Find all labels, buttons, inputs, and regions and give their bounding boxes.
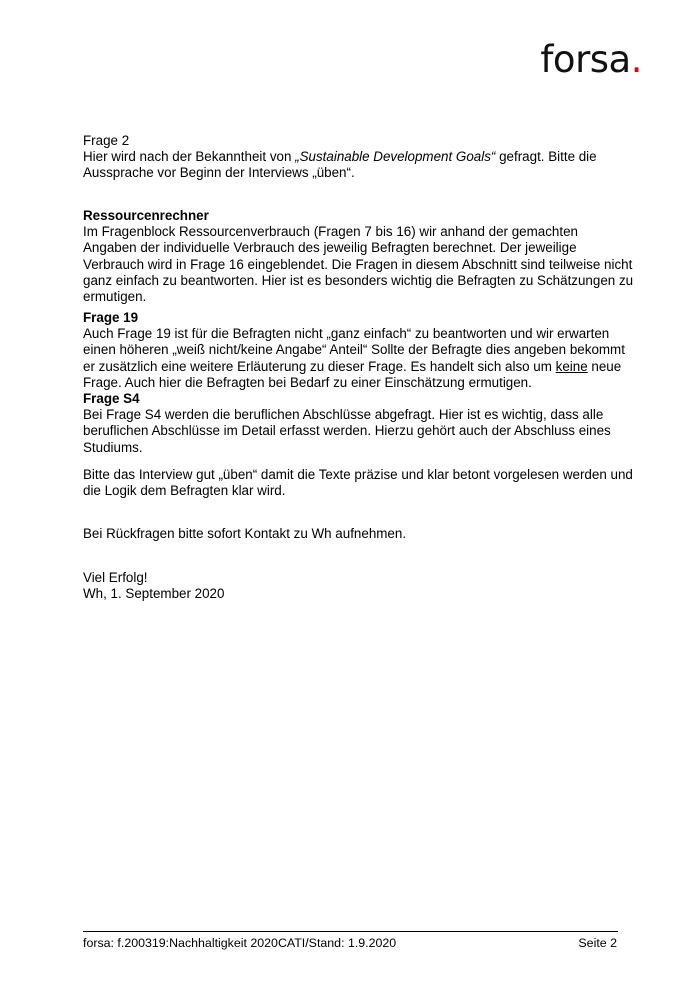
frage-19-heading: Frage 19 bbox=[83, 310, 139, 325]
frage-s4-line-3: Studiums. bbox=[83, 439, 143, 455]
ressourcen-heading: Ressourcenrechner bbox=[83, 208, 209, 223]
ueben-line-1: Bitte das Interview gut „üben“ damit die Texte präzise und klar betont vorgelesen werden und bbox=[83, 467, 633, 482]
logo-text: forsa bbox=[540, 38, 631, 81]
rueckfragen-text: Bei Rückfragen bitte sofort Kontakt zu Wh aufnehmen. bbox=[83, 526, 407, 541]
ueben-line-2: die Logik dem Befragten klar wird. bbox=[83, 483, 286, 499]
footer-reference: forsa: f.200319:Nachhaltigkeit 2020CATI/Stand: 1.9.2020 bbox=[83, 936, 397, 950]
frage-2-text-b: gefragt. Bitte die bbox=[495, 149, 597, 165]
ressourcen-line-2: Angaben der individuelle Verbrauch des jeweilig Befragten berechnet. Der jeweilige bbox=[83, 240, 577, 256]
section-frage-s4 bbox=[83, 391, 623, 456]
ressourcen-line-3: Verbrauch wird in Frage 16 eingeblendet. Die Fragen in diesem Abschnitt sind teilweise nicht bbox=[83, 256, 633, 272]
section-frage-2 bbox=[83, 133, 623, 182]
closing-greeting: Viel Erfolg! bbox=[83, 570, 148, 585]
frage-19-line-3 bbox=[83, 359, 623, 375]
frage-2-line-1 bbox=[83, 149, 623, 165]
ressourcen-line-4: ganz einfach zu beantworten. Hier ist es besonders wichtig die Befragten zu Schätzungen zu bbox=[83, 272, 634, 288]
section-frage-19 bbox=[83, 310, 623, 391]
closing bbox=[83, 570, 623, 602]
footer-page-number: Seite 2 bbox=[578, 936, 617, 950]
closing-signature-date: Wh, 1. September 2020 bbox=[83, 586, 225, 602]
frage-s4-line-2: beruflichen Abschlüsse im Detail erfasst werden. Hierzu gehört auch der Abschluss eines bbox=[83, 423, 611, 439]
frage-19-text-a: er zusätzlich eine weitere Erläuterung zu dieser Frage. Es handelt sich also um bbox=[83, 358, 556, 374]
frage-s4-line-1: Bei Frage S4 werden die beruflichen Abschlüsse abgefragt. Hier ist es wichtig, dass alle bbox=[83, 407, 604, 423]
frage-2-heading: Frage 2 bbox=[83, 133, 130, 148]
logo-dot: . bbox=[630, 38, 642, 81]
keine-underlined: keine bbox=[555, 358, 588, 374]
frage-19-line-4: Frage. Auch hier die Befragten bei Bedarf zu einer Einschätzung ermutigen. bbox=[83, 374, 532, 390]
footer-divider bbox=[83, 931, 618, 932]
ressourcen-line-5: ermutigen. bbox=[83, 289, 147, 305]
frage-2-text-a: Hier wird nach der Bekanntheit von bbox=[83, 149, 296, 165]
frage-19-line-1: Auch Frage 19 ist für die Befragten nicht „ganz einfach“ zu beantworten und wir erwarten bbox=[83, 326, 610, 342]
forsa-logo bbox=[540, 40, 642, 80]
frage-19-text-b: neue bbox=[587, 358, 622, 374]
frage-s4-heading: Frage S4 bbox=[83, 391, 140, 406]
section-ueben bbox=[83, 467, 633, 499]
section-ressourcenrechner bbox=[83, 208, 634, 305]
sdg-emphasis: „Sustainable Development Goals“ bbox=[295, 149, 496, 165]
frage-2-line-2: Aussprache vor Beginn der Interviews „üben“. bbox=[83, 165, 355, 181]
ressourcen-line-1: Im Fragenblock Ressourcenverbrauch (Fragen 7 bis 16) wir anhand der gemachten bbox=[83, 224, 578, 240]
frage-19-line-2: einen höheren „weiß nicht/keine Angabe“ Anteil“ Sollte der Befragte dies angeben bekommt bbox=[83, 342, 625, 358]
